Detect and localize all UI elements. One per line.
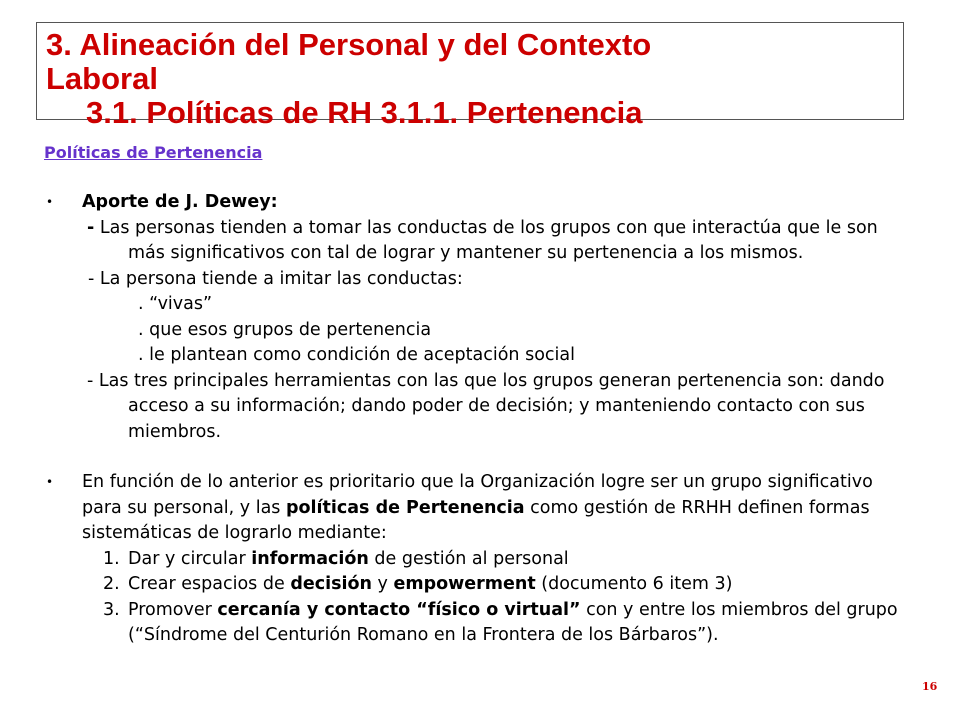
list-item-bold: decisión <box>290 574 372 594</box>
bullet-dot-icon: • <box>46 195 54 209</box>
bullet-dot-icon: • <box>46 475 54 489</box>
bullet2-text-b: como gestión de RRHH definen formas sistemáticas de lograrlo mediante: <box>82 497 870 543</box>
title-line-2: Laboral <box>46 61 158 96</box>
numbered-list <box>44 547 914 649</box>
list-item <box>44 547 914 573</box>
list-number: 2. <box>103 574 120 594</box>
list-item-text: (documento 6 item 3) <box>535 574 733 594</box>
bullet-organizacion <box>44 470 914 547</box>
page-number: 16 <box>922 680 938 693</box>
title-line-1: 3. Alineación del Personal y del Contexto <box>46 27 652 62</box>
dash-item-1 <box>44 216 914 267</box>
dash-item-2: - La persona tiende a imitar las conductas: <box>88 268 463 289</box>
list-number: 3. <box>103 599 120 620</box>
list-item-bold: empowerment <box>393 574 536 594</box>
list-item-bold: cercanía y contacto “físico o virtual” <box>217 599 581 620</box>
bullet-dewey <box>44 190 914 216</box>
section-link[interactable]: Políticas de Pertenencia <box>44 143 263 162</box>
list-item-text: de gestión al personal <box>368 548 569 569</box>
list-item <box>44 572 914 598</box>
spacer <box>44 445 914 470</box>
list-item <box>44 598 914 649</box>
sub-item-1: . “vivas” <box>138 294 213 314</box>
sub-item-2: . que esos grupos de pertenencia <box>138 319 432 340</box>
list-item-text: Crear espacios de <box>128 574 291 594</box>
bullet2-bold: políticas de Pertenencia <box>285 497 525 518</box>
list-number: 1. <box>103 548 120 569</box>
slide-title <box>46 28 916 130</box>
list-item-bold: información <box>251 548 369 569</box>
bullet2-text-a: En función de lo anterior es prioritario que la Organización logre ser un grupo significativo para su personal, y las <box>82 472 873 518</box>
list-item-text: Dar y circular <box>128 548 252 569</box>
dash-item-3: - Las tres principales herramientas con las que los grupos generan pertenencia son: dando acceso a su información; dando poder de decisión; y manteniendo contacto con sus miembros. <box>87 370 885 442</box>
bullet-heading: Aporte de J. Dewey: <box>82 192 278 212</box>
list-item-text: Promover <box>128 599 218 620</box>
slide-body <box>44 190 914 649</box>
title-line-3: 3.1. Políticas de RH 3.1.1. Pertenencia <box>86 95 643 130</box>
sub-item-3: . le plantean como condición de aceptación social <box>138 345 575 365</box>
dash-item-1-text: Las personas tienden a tomar las conductas de los grupos con que interactúa que le son más significativos con tal de lograr y mantener su pertenencia a los mismos. <box>99 217 878 263</box>
dash-prefix: - <box>87 217 95 238</box>
list-item-text: con y entre los miembros del grupo (“Síndrome del Centurión Romano en la Frontera de los Bárbaros”). <box>128 599 898 645</box>
list-item-text: y <box>371 574 394 594</box>
